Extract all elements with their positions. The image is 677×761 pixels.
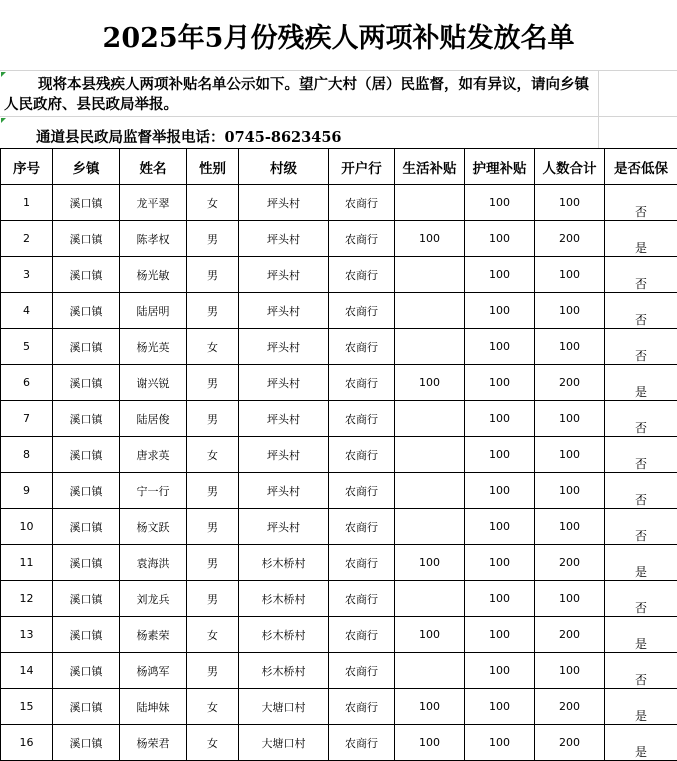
town-cell[interactable]: 溪口镇 xyxy=(53,581,120,617)
village-cell[interactable]: 坪头村 xyxy=(239,221,329,257)
total-cell[interactable]: 200 xyxy=(535,365,605,401)
care-subsidy-cell[interactable]: 100 xyxy=(465,293,535,329)
seq-cell[interactable]: 6 xyxy=(1,365,53,401)
total-cell[interactable]: 100 xyxy=(535,509,605,545)
village-cell[interactable]: 坪头村 xyxy=(239,365,329,401)
bank-cell[interactable]: 农商行 xyxy=(329,653,395,689)
care-subsidy-cell[interactable]: 100 xyxy=(465,581,535,617)
bank-cell[interactable]: 农商行 xyxy=(329,509,395,545)
seq-cell[interactable]: 7 xyxy=(1,401,53,437)
subsidy-table xyxy=(0,148,677,761)
village-cell[interactable]: 大塘口村 xyxy=(239,689,329,725)
gender-cell[interactable]: 男 xyxy=(187,365,239,401)
name-cell[interactable]: 杨荣君 xyxy=(120,725,187,761)
name-cell[interactable]: 杨素荣 xyxy=(120,617,187,653)
low-income-cell[interactable]: 否 xyxy=(605,509,677,545)
cell-marker-icon xyxy=(1,118,6,123)
low-income-cell[interactable]: 否 xyxy=(605,257,677,293)
care-subsidy-cell[interactable]: 100 xyxy=(465,509,535,545)
seq-cell[interactable]: 15 xyxy=(1,689,53,725)
name-cell[interactable]: 杨光敏 xyxy=(120,257,187,293)
living-subsidy-cell[interactable]: 100 xyxy=(395,725,465,761)
table-row xyxy=(1,401,677,437)
living-subsidy-cell[interactable] xyxy=(395,473,465,509)
seq-cell[interactable]: 1 xyxy=(1,185,53,221)
name-cell[interactable]: 杨鸿军 xyxy=(120,653,187,689)
table-row xyxy=(1,185,677,221)
low-income-cell[interactable]: 是 xyxy=(605,365,677,401)
header-cell[interactable]: 是否低保 xyxy=(605,149,677,185)
table-row xyxy=(1,257,677,293)
care-subsidy-cell[interactable]: 100 xyxy=(465,653,535,689)
gender-cell[interactable]: 男 xyxy=(187,545,239,581)
bank-cell[interactable]: 农商行 xyxy=(329,401,395,437)
care-subsidy-cell[interactable]: 100 xyxy=(465,545,535,581)
table-row xyxy=(1,329,677,365)
town-cell[interactable]: 溪口镇 xyxy=(53,617,120,653)
name-cell[interactable]: 刘龙兵 xyxy=(120,581,187,617)
bank-cell[interactable]: 农商行 xyxy=(329,365,395,401)
town-cell[interactable]: 溪口镇 xyxy=(53,365,120,401)
living-subsidy-cell[interactable] xyxy=(395,653,465,689)
bank-cell[interactable]: 农商行 xyxy=(329,581,395,617)
total-cell[interactable]: 100 xyxy=(535,437,605,473)
table-header-row xyxy=(1,149,677,185)
low-income-cell[interactable]: 否 xyxy=(605,437,677,473)
town-cell[interactable]: 溪口镇 xyxy=(53,293,120,329)
header-cell[interactable]: 村级 xyxy=(239,149,329,185)
village-cell[interactable]: 坪头村 xyxy=(239,509,329,545)
low-income-cell[interactable]: 否 xyxy=(605,473,677,509)
table-row xyxy=(1,437,677,473)
total-cell[interactable]: 200 xyxy=(535,725,605,761)
table-row xyxy=(1,293,677,329)
gender-cell[interactable]: 男 xyxy=(187,221,239,257)
village-cell[interactable]: 杉木桥村 xyxy=(239,653,329,689)
gender-cell[interactable]: 男 xyxy=(187,581,239,617)
table-row xyxy=(1,653,677,689)
gender-cell[interactable]: 女 xyxy=(187,437,239,473)
low-income-cell[interactable]: 是 xyxy=(605,221,677,257)
table-row xyxy=(1,581,677,617)
village-cell[interactable]: 大塘口村 xyxy=(239,725,329,761)
town-cell[interactable]: 溪口镇 xyxy=(53,725,120,761)
village-cell[interactable]: 杉木桥村 xyxy=(239,581,329,617)
gender-cell[interactable]: 男 xyxy=(187,653,239,689)
living-subsidy-cell[interactable] xyxy=(395,185,465,221)
town-cell[interactable]: 溪口镇 xyxy=(53,653,120,689)
living-subsidy-cell[interactable] xyxy=(395,509,465,545)
bank-cell[interactable]: 农商行 xyxy=(329,725,395,761)
name-cell[interactable]: 袁海洪 xyxy=(120,545,187,581)
town-cell[interactable]: 溪口镇 xyxy=(53,185,120,221)
village-cell[interactable]: 坪头村 xyxy=(239,401,329,437)
seq-cell[interactable]: 16 xyxy=(1,725,53,761)
notice-text: 现将本县残疾人两项补贴名单公示如下。望广大村（居）民监督，如有异议，请向乡镇人民政府、县民政局举报。 xyxy=(4,75,599,115)
care-subsidy-cell[interactable]: 100 xyxy=(465,473,535,509)
low-income-cell[interactable]: 是 xyxy=(605,617,677,653)
total-cell[interactable]: 200 xyxy=(535,545,605,581)
low-income-cell[interactable]: 否 xyxy=(605,581,677,617)
care-subsidy-cell[interactable]: 100 xyxy=(465,365,535,401)
town-cell[interactable]: 溪口镇 xyxy=(53,545,120,581)
village-cell[interactable]: 坪头村 xyxy=(239,329,329,365)
bank-cell[interactable]: 农商行 xyxy=(329,617,395,653)
total-cell[interactable]: 100 xyxy=(535,653,605,689)
town-cell[interactable]: 溪口镇 xyxy=(53,257,120,293)
total-cell[interactable]: 200 xyxy=(535,689,605,725)
total-cell[interactable]: 200 xyxy=(535,221,605,257)
low-income-cell[interactable]: 是 xyxy=(605,725,677,761)
table-row xyxy=(1,689,677,725)
living-subsidy-cell[interactable]: 100 xyxy=(395,689,465,725)
seq-cell[interactable]: 2 xyxy=(1,221,53,257)
cell-gridline xyxy=(598,70,599,148)
low-income-cell[interactable]: 是 xyxy=(605,545,677,581)
name-cell[interactable]: 杨光英 xyxy=(120,329,187,365)
gender-cell[interactable]: 女 xyxy=(187,185,239,221)
table-row xyxy=(1,221,677,257)
care-subsidy-cell[interactable]: 100 xyxy=(465,329,535,365)
village-cell[interactable]: 坪头村 xyxy=(239,185,329,221)
gender-cell[interactable]: 女 xyxy=(187,689,239,725)
care-subsidy-cell[interactable]: 100 xyxy=(465,257,535,293)
total-cell[interactable]: 100 xyxy=(535,185,605,221)
notice-block xyxy=(0,70,677,149)
header-cell[interactable]: 序号 xyxy=(1,149,53,185)
gender-cell[interactable]: 男 xyxy=(187,509,239,545)
seq-cell[interactable]: 12 xyxy=(1,581,53,617)
gender-cell[interactable]: 女 xyxy=(187,725,239,761)
bank-cell[interactable]: 农商行 xyxy=(329,545,395,581)
gender-cell[interactable]: 男 xyxy=(187,293,239,329)
name-cell[interactable]: 唐求英 xyxy=(120,437,187,473)
seq-cell[interactable]: 5 xyxy=(1,329,53,365)
living-subsidy-cell[interactable] xyxy=(395,293,465,329)
care-subsidy-cell[interactable]: 100 xyxy=(465,221,535,257)
town-cell[interactable]: 溪口镇 xyxy=(53,473,120,509)
gender-cell[interactable]: 女 xyxy=(187,617,239,653)
cell-gridline xyxy=(0,116,677,117)
seq-cell[interactable]: 8 xyxy=(1,437,53,473)
village-cell[interactable]: 杉木桥村 xyxy=(239,617,329,653)
seq-cell[interactable]: 4 xyxy=(1,293,53,329)
bank-cell[interactable]: 农商行 xyxy=(329,221,395,257)
bank-cell[interactable]: 农商行 xyxy=(329,473,395,509)
total-cell[interactable]: 100 xyxy=(535,329,605,365)
header-cell[interactable]: 乡镇 xyxy=(53,149,120,185)
seq-cell[interactable]: 3 xyxy=(1,257,53,293)
seq-cell[interactable]: 9 xyxy=(1,473,53,509)
bank-cell[interactable]: 农商行 xyxy=(329,437,395,473)
name-cell[interactable]: 龙平翠 xyxy=(120,185,187,221)
care-subsidy-cell[interactable]: 100 xyxy=(465,401,535,437)
village-cell[interactable]: 坪头村 xyxy=(239,473,329,509)
care-subsidy-cell[interactable]: 100 xyxy=(465,725,535,761)
header-cell[interactable]: 开户行 xyxy=(329,149,395,185)
header-cell[interactable]: 性别 xyxy=(187,149,239,185)
low-income-cell[interactable]: 否 xyxy=(605,329,677,365)
name-cell[interactable]: 陆坤妹 xyxy=(120,689,187,725)
table-row xyxy=(1,365,677,401)
low-income-cell[interactable]: 否 xyxy=(605,653,677,689)
seq-cell[interactable]: 13 xyxy=(1,617,53,653)
town-cell[interactable]: 溪口镇 xyxy=(53,329,120,365)
town-cell[interactable]: 溪口镇 xyxy=(53,221,120,257)
living-subsidy-cell[interactable] xyxy=(395,257,465,293)
seq-cell[interactable]: 10 xyxy=(1,509,53,545)
village-cell[interactable]: 坪头村 xyxy=(239,257,329,293)
header-cell[interactable]: 生活补贴 xyxy=(395,149,465,185)
bank-cell[interactable]: 农商行 xyxy=(329,293,395,329)
town-cell[interactable]: 溪口镇 xyxy=(53,689,120,725)
bank-cell[interactable]: 农商行 xyxy=(329,257,395,293)
low-income-cell[interactable]: 否 xyxy=(605,185,677,221)
table-row xyxy=(1,725,677,761)
seq-cell[interactable]: 11 xyxy=(1,545,53,581)
header-cell[interactable]: 姓名 xyxy=(120,149,187,185)
hotline-text: 通道县民政局监督举报电话：0745-8623456 xyxy=(36,126,342,147)
care-subsidy-cell[interactable]: 100 xyxy=(465,437,535,473)
name-cell[interactable]: 陆居俊 xyxy=(120,401,187,437)
care-subsidy-cell[interactable]: 100 xyxy=(465,689,535,725)
gender-cell[interactable]: 男 xyxy=(187,401,239,437)
bank-cell[interactable]: 农商行 xyxy=(329,185,395,221)
village-cell[interactable]: 坪头村 xyxy=(239,437,329,473)
header-cell[interactable]: 护理补贴 xyxy=(465,149,535,185)
living-subsidy-cell[interactable]: 100 xyxy=(395,221,465,257)
table-row xyxy=(1,509,677,545)
living-subsidy-cell[interactable]: 100 xyxy=(395,617,465,653)
living-subsidy-cell[interactable]: 100 xyxy=(395,365,465,401)
living-subsidy-cell[interactable] xyxy=(395,581,465,617)
name-cell[interactable]: 陈孝权 xyxy=(120,221,187,257)
gender-cell[interactable]: 男 xyxy=(187,473,239,509)
total-cell[interactable]: 100 xyxy=(535,293,605,329)
seq-cell[interactable]: 14 xyxy=(1,653,53,689)
table-row xyxy=(1,617,677,653)
village-cell[interactable]: 坪头村 xyxy=(239,293,329,329)
table-row xyxy=(1,473,677,509)
gender-cell[interactable]: 男 xyxy=(187,257,239,293)
care-subsidy-cell[interactable]: 100 xyxy=(465,185,535,221)
total-cell[interactable]: 100 xyxy=(535,581,605,617)
header-cell[interactable]: 人数合计 xyxy=(535,149,605,185)
total-cell[interactable]: 100 xyxy=(535,257,605,293)
page-title: 2025年5月份残疾人两项补贴发放名单 xyxy=(0,0,677,70)
care-subsidy-cell[interactable]: 100 xyxy=(465,617,535,653)
total-cell[interactable]: 200 xyxy=(535,617,605,653)
bank-cell[interactable]: 农商行 xyxy=(329,329,395,365)
living-subsidy-cell[interactable]: 100 xyxy=(395,545,465,581)
town-cell[interactable]: 溪口镇 xyxy=(53,437,120,473)
town-cell[interactable]: 溪口镇 xyxy=(53,401,120,437)
living-subsidy-cell[interactable] xyxy=(395,329,465,365)
total-cell[interactable]: 100 xyxy=(535,401,605,437)
low-income-cell[interactable]: 否 xyxy=(605,293,677,329)
living-subsidy-cell[interactable] xyxy=(395,437,465,473)
low-income-cell[interactable]: 是 xyxy=(605,689,677,725)
name-cell[interactable]: 陆居明 xyxy=(120,293,187,329)
table-row xyxy=(1,545,677,581)
low-income-cell[interactable]: 否 xyxy=(605,401,677,437)
town-cell[interactable]: 溪口镇 xyxy=(53,509,120,545)
total-cell[interactable]: 100 xyxy=(535,473,605,509)
bank-cell[interactable]: 农商行 xyxy=(329,689,395,725)
village-cell[interactable]: 杉木桥村 xyxy=(239,545,329,581)
gender-cell[interactable]: 女 xyxy=(187,329,239,365)
name-cell[interactable]: 杨文跃 xyxy=(120,509,187,545)
name-cell[interactable]: 宁一行 xyxy=(120,473,187,509)
living-subsidy-cell[interactable] xyxy=(395,401,465,437)
name-cell[interactable]: 谢兴锐 xyxy=(120,365,187,401)
